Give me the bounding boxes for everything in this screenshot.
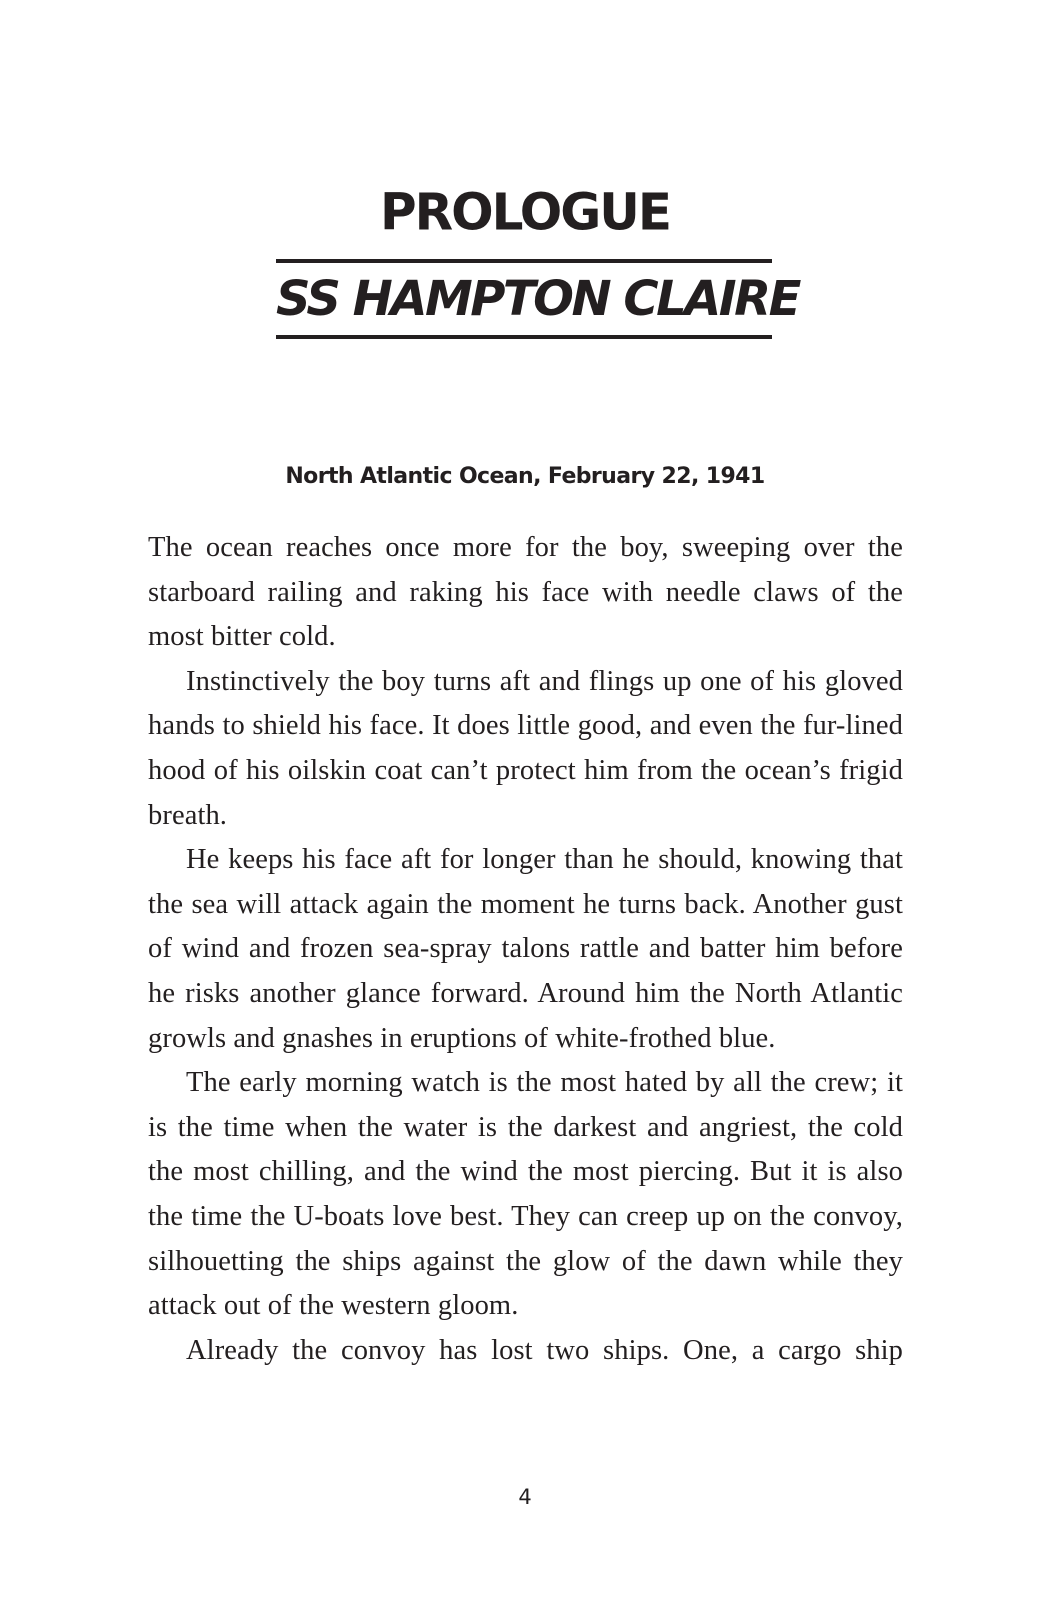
dateline: North Atlantic Ocean, February 22, 1941: [285, 464, 765, 489]
paragraph: Instinctively the boy turns aft and flings up one of his gloved hands to shield his face. It does little good, and even the fur-lined hood of his oilskin coat can’t protect him from the ocean’s frigid breath.: [148, 665, 903, 831]
paragraph: The ocean reaches once more for the boy, sweeping over the starboard railing and raking his face with needle claws of the most bitter cold.: [148, 532, 903, 653]
paragraph: He keeps his face aft for longer than he should, knowing that the sea will attack again the moment he turns back. Another gust of wind and frozen sea-spray talons rattle and batter him before he risks another glance forward. Around him the North Atlantic growls and gnashes in eruptions of white-frothed blue.: [148, 844, 903, 1054]
chapter-label: PROLOGUE: [379, 182, 671, 242]
paragraph: The early morning watch is the most hated by all the crew; it is the time when the water is the darkest and angriest, the cold the most chilling, and the wind the most piercing. But it is also the time the U-boats love best. They can creep up on the convoy, silhouetting the ships against the glow of the dawn while they attack out of the western gloom.: [148, 1067, 903, 1322]
chapter-title: SS HAMPTON CLAIRE: [276, 271, 799, 327]
page-number: 4: [518, 1485, 532, 1509]
title-rule-top: [276, 259, 772, 263]
title-rule-bottom: [276, 335, 772, 339]
body-text: [148, 526, 903, 1373]
paragraph: Already the convoy has lost two ships. One, a cargo ship: [186, 1334, 903, 1366]
